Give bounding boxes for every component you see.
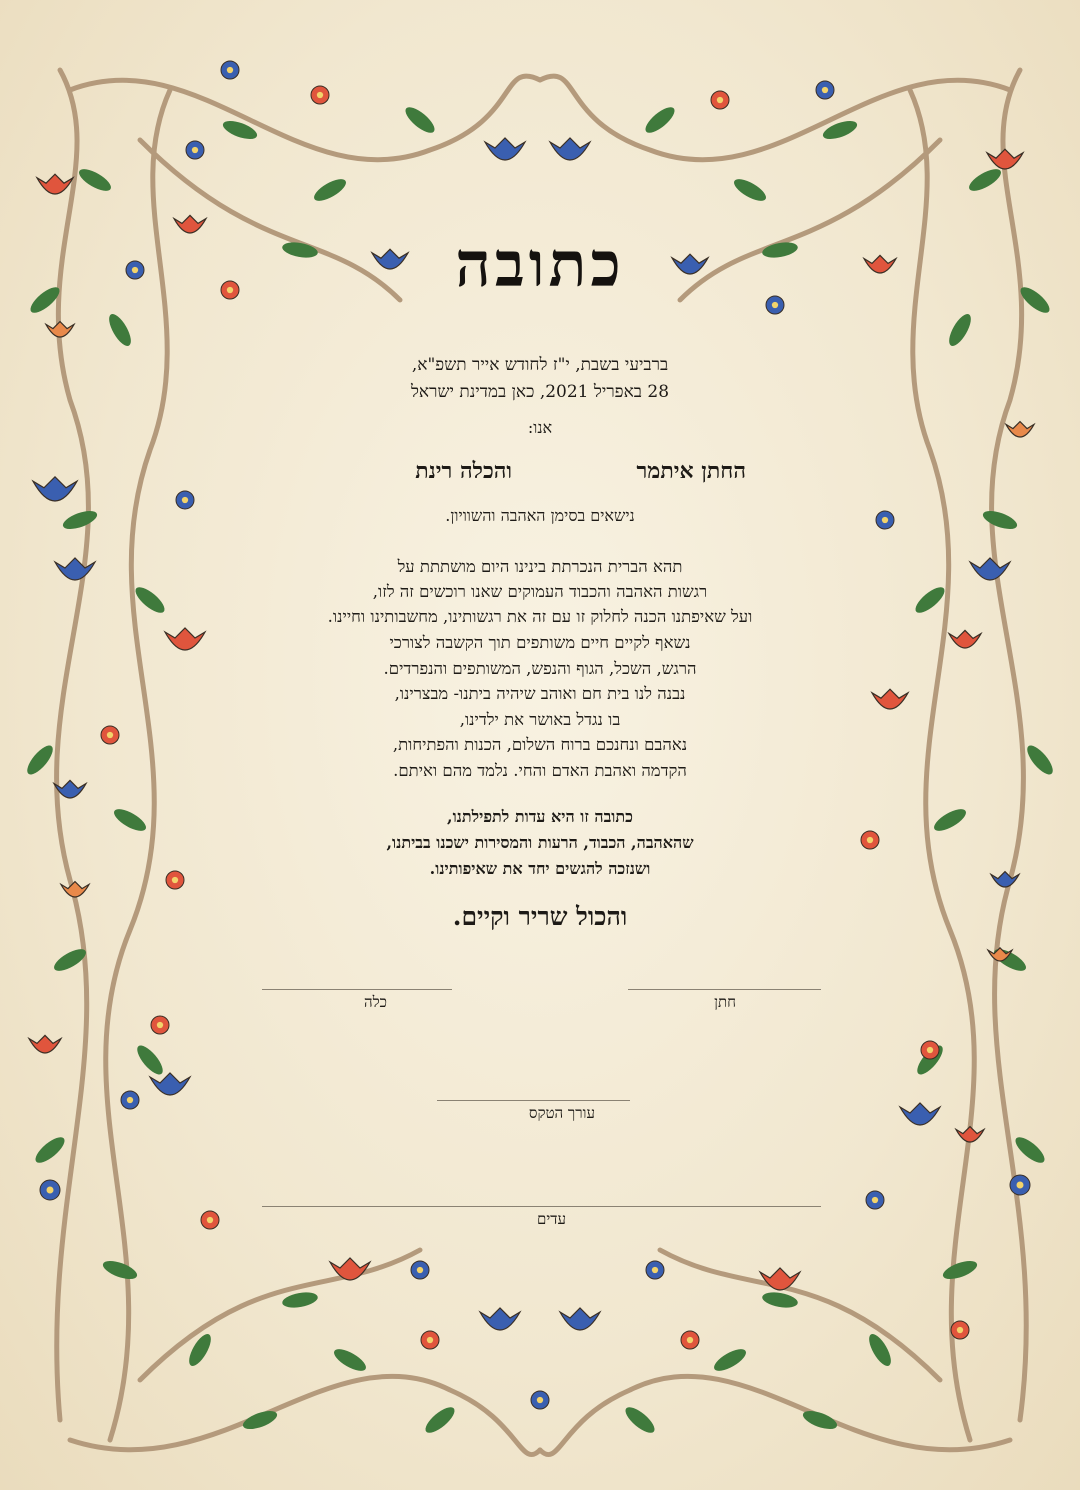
flower-center xyxy=(157,1022,163,1028)
bell-flower-icon xyxy=(550,138,590,160)
leaf-shape xyxy=(133,1042,167,1079)
body-line: נשאף לקיים חיים משותפים תוך הקשבה לצורכי xyxy=(389,633,691,652)
date-line-gregorian: 28 באפריל 2021, כאן במדינת ישראל xyxy=(410,382,670,402)
closing-line: שהאהבה, הכבוד, הרעות והמסירות ישכנו בביתנו, xyxy=(386,833,694,852)
we-label: אנו: xyxy=(527,418,553,437)
flower-center xyxy=(872,1197,878,1203)
officiant-signature-line[interactable] xyxy=(437,1100,630,1101)
flower-center xyxy=(957,1327,963,1333)
bell-flower-icon xyxy=(61,882,89,897)
bell-flower-icon xyxy=(900,1103,940,1125)
bell-flower-icon xyxy=(29,1035,61,1053)
leaf-shape xyxy=(331,1345,369,1375)
flower-center xyxy=(227,67,233,73)
bride-signature-line[interactable] xyxy=(262,989,452,990)
bell-flower-icon xyxy=(485,138,525,160)
body-line: נאהבם ונחנכם ברוח השלום, הכנות והפתיחות, xyxy=(392,735,688,754)
leaf-shape xyxy=(642,103,679,137)
vine-stem xyxy=(140,1250,420,1380)
groom-signature-line[interactable] xyxy=(628,989,821,990)
final-declaration: והכול שריר וקיים. xyxy=(452,902,628,931)
date-line-hebrew: ברביעי בשבת, י"ז לחודש אייר תשפ"א, xyxy=(411,355,669,375)
leaf-shape xyxy=(422,1403,459,1437)
bride-signature-label: כלה xyxy=(364,993,387,1011)
bell-flower-icon xyxy=(150,1073,190,1095)
leaf-shape xyxy=(101,1257,140,1282)
bell-flower-icon xyxy=(46,322,74,337)
body-line: בו נגדל באושר את ילדינו, xyxy=(459,710,621,729)
flower-center xyxy=(537,1397,543,1403)
officiant-signature-label: עורך הטקס xyxy=(528,1104,595,1122)
leaf-shape xyxy=(32,1133,69,1167)
flower-center xyxy=(127,1097,133,1103)
vine-stem xyxy=(540,76,1010,160)
closing-line: כתובה זו היא עדות לתפילתנו, xyxy=(447,807,633,826)
body-line: ועל שאיפתנו הכנה לחלוק זו עם זה את רגשותינו, מחשבותינו וחיינו. xyxy=(327,607,753,626)
flower-center xyxy=(717,97,723,103)
body-line: רגשות האהבה והכבוד העמוקים שאנו רוכשים זה לזו, xyxy=(372,582,708,601)
flower-center xyxy=(182,497,188,503)
marriage-statement: נישאים בסימן האהבה והשוויון. xyxy=(445,506,635,525)
flower-center xyxy=(317,92,323,98)
leaf-shape xyxy=(281,1290,319,1310)
closing-line: ושנזכה להגשים יחד את שאיפותינו. xyxy=(429,859,651,878)
leaf-shape xyxy=(402,103,439,137)
body-line: נבנה לנו בית חם ואוהב שיהיה ביתנו- מבצרינו, xyxy=(394,684,686,703)
flower-center xyxy=(1017,1182,1024,1189)
bell-flower-icon xyxy=(33,477,77,501)
flower-center xyxy=(427,1337,433,1343)
leaf-shape xyxy=(966,165,1004,195)
bell-flower-icon xyxy=(37,174,73,194)
flower-center xyxy=(417,1267,423,1273)
leaf-shape xyxy=(76,165,114,195)
leaf-shape xyxy=(622,1403,659,1437)
leaf-shape xyxy=(731,175,769,205)
body-line: הרגש, השכל, הגוף והנפש, המשותפים והנפרדים. xyxy=(383,659,697,678)
groom-name: החתן איתמר xyxy=(636,458,746,484)
vine-stem xyxy=(540,1376,1010,1454)
leaf-shape xyxy=(105,311,135,349)
bride-name: והכלה רינת xyxy=(415,458,512,484)
flower-center xyxy=(192,147,198,153)
vine-stem xyxy=(70,76,540,160)
body-line: הקדמה ואהבת האדם והחי. נלמד מהם ואיתם. xyxy=(393,761,687,780)
bell-flower-icon xyxy=(987,149,1023,169)
witnesses-signature-line[interactable] xyxy=(262,1206,821,1207)
vine-stem xyxy=(660,1250,940,1380)
body-line: תהא הברית הנכרתת בינינו היום מושתתת על xyxy=(397,557,683,576)
leaf-shape xyxy=(311,175,349,205)
leaf-shape xyxy=(1012,1133,1049,1167)
bell-flower-icon xyxy=(560,1308,600,1330)
bell-flower-icon xyxy=(760,1268,800,1290)
leaf-shape xyxy=(941,1257,980,1282)
bell-flower-icon xyxy=(956,1127,984,1142)
leaf-shape xyxy=(761,1290,799,1310)
flower-center xyxy=(687,1337,693,1343)
flower-center xyxy=(822,87,828,93)
leaf-shape xyxy=(945,311,975,349)
flower-center xyxy=(47,1187,54,1194)
leaf-shape xyxy=(711,1345,749,1375)
flower-center xyxy=(207,1217,213,1223)
flower-center xyxy=(652,1267,658,1273)
bell-flower-icon xyxy=(480,1308,520,1330)
vine-stem xyxy=(70,1376,540,1454)
witnesses-signature-label: עדים xyxy=(537,1210,566,1228)
flower-center xyxy=(772,302,778,308)
ketubah-title: כתובה xyxy=(455,228,625,301)
groom-signature-label: חתן xyxy=(714,993,736,1011)
flower-center xyxy=(927,1047,933,1053)
